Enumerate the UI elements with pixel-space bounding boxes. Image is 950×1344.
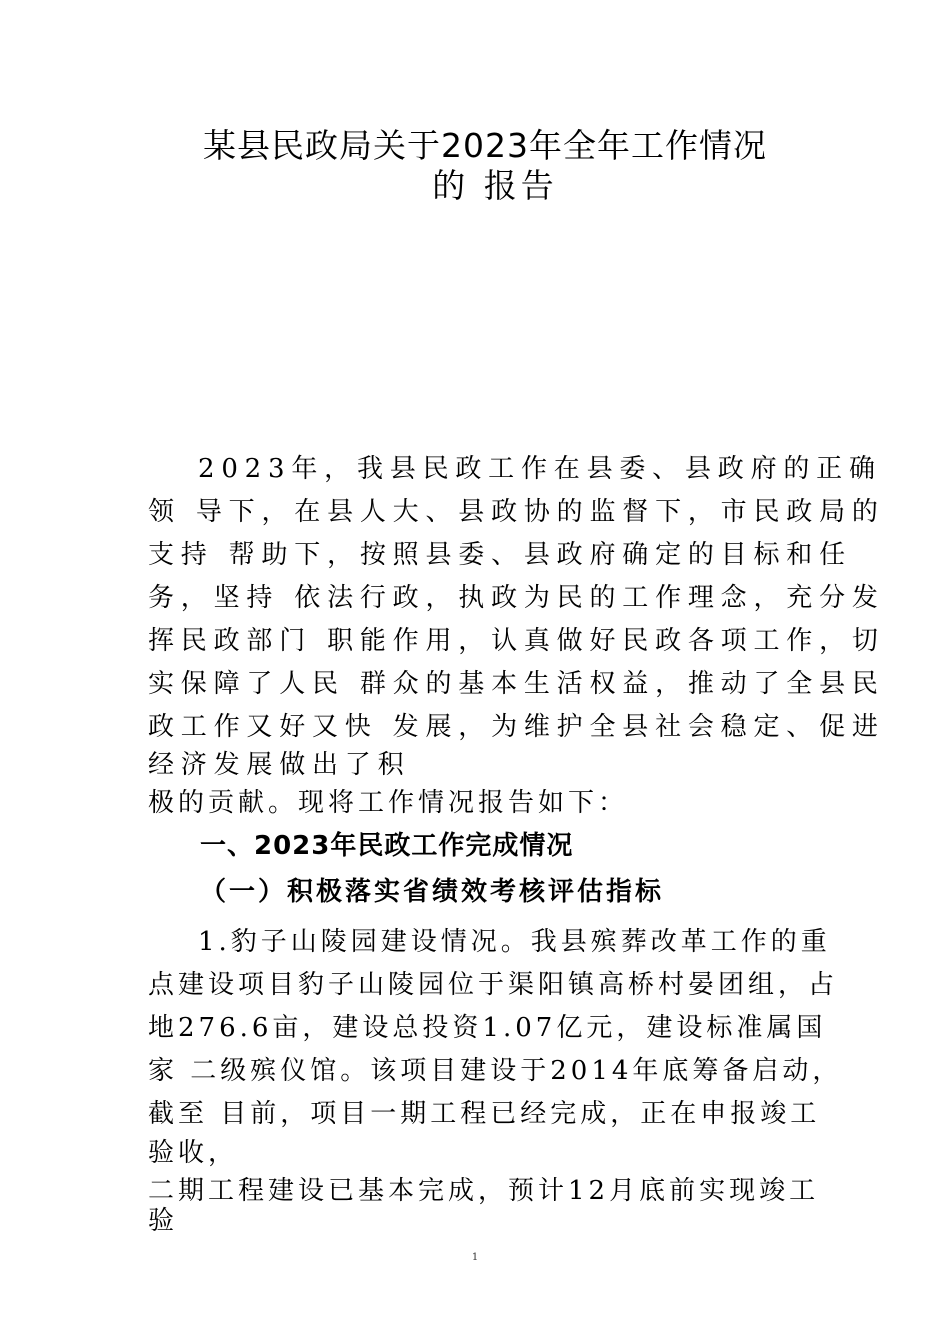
body-line: 截至 目前，项目一期工程已经完成，正在申报竣工	[148, 1099, 821, 1129]
body-line: 实保障了人民 群众的基本生活权益，推动了全县民	[148, 669, 885, 699]
body-line: 经济发展做出了积	[148, 750, 411, 780]
body-line: 点建设项目豹子山陵园位于渠阳镇高桥村晏团组，占	[148, 970, 839, 1000]
section-heading: 一、2023年民政工作完成情况	[200, 831, 574, 861]
body-line: 务，坚持 依法行政，执政为民的工作理念，充分发	[148, 583, 885, 613]
subsection-heading: （一）积极落实省绩效考核评估指标	[200, 877, 665, 907]
body-line: 验收，	[148, 1138, 239, 1168]
body-line: 支持 帮助下，按照县委、县政府确定的目标和任	[148, 540, 852, 570]
body-line: 验	[148, 1206, 179, 1236]
report-title-line-1: 某县民政局关于2023年全年工作情况	[203, 126, 767, 165]
body-line: 领 导下，在县人大、县政协的监督下，市民政局的	[148, 497, 885, 527]
body-line: 地276.6亩，建设总投资1.07亿元，建设标准属国	[148, 1013, 827, 1043]
report-title-line-2: 的 报告	[432, 166, 558, 205]
body-line: 挥民政部门 职能作用，认真做好民政各项工作，切	[148, 626, 885, 656]
body-line: 政工作又好又快 发展，为维护全县社会稳定、促进	[148, 712, 885, 742]
page-number: 1	[471, 1252, 479, 1263]
body-line: 家 二级殡仪馆。该项目建设于2014年底筹备启动，	[148, 1056, 843, 1086]
body-line: 2023年，我县民政工作在县委、县政府的正确	[198, 454, 882, 484]
body-line: 1.豹子山陵园建设情况。我县殡葬改革工作的重	[198, 927, 831, 957]
body-line: 二期工程建设已基本完成，预计12月底前实现竣工	[148, 1176, 820, 1206]
body-line: 极的贡献。现将工作情况报告如下：	[148, 788, 629, 818]
